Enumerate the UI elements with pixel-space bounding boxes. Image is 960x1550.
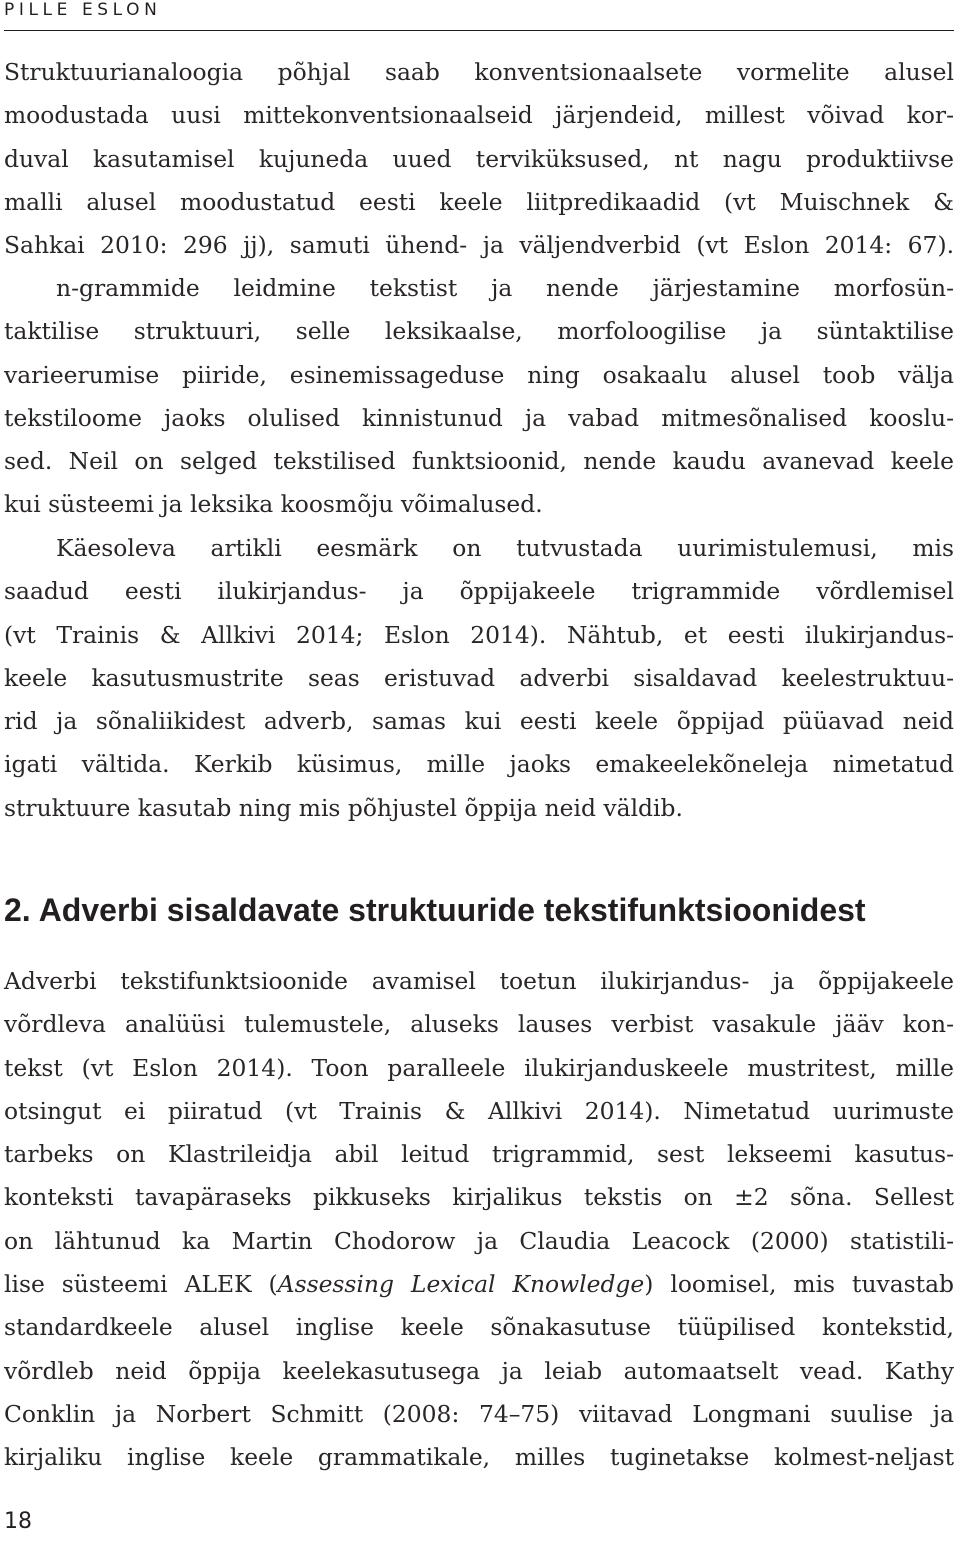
text-line: Käesoleva artikli eesmärk on tutvustada uurimistulemusi, mis — [56, 534, 954, 562]
text-fragment: lise süsteemi ALEK ( — [4, 1270, 278, 1299]
text-line: malli alusel moodustatud eesti keele liitpredikaadid (vt Muischnek & — [4, 187, 954, 216]
text-line: võrdleva analüüsi tulemustele, aluseks lauses verbist vasakule jääv kon- — [4, 1010, 954, 1039]
text-line: standardkeele alusel inglise keele sõnakasutuse tüüpilised kontekstid, — [4, 1313, 954, 1342]
text-line-with-title — [4, 1263, 954, 1306]
page-number: 18 — [4, 1509, 32, 1534]
section-paragraph — [4, 960, 954, 1480]
text-line: sed. Neil on selged tekstilised funktsioonid, nende kaudu avanevad keele — [4, 447, 954, 476]
text-line: struktuure kasutab ning mis põhjustel õppija neid väldib. — [4, 793, 683, 822]
paragraph-2 — [4, 267, 954, 527]
text-line: igati vältida. Kerkib küsimus, mille jaoks emakeelekõneleja nimetatud — [4, 750, 954, 779]
running-head-author: PILLE ESLON — [4, 0, 162, 20]
text-line: saadud eesti ilukirjandus- ja õppijakeele trigrammide võrdlemisel — [4, 577, 954, 606]
italic-book-title: Assessing Lexical Knowledge — [277, 1270, 645, 1299]
section-heading — [4, 890, 866, 930]
text-line: Struktuurianaloogia põhjal saab konventsionaalsete vormelite alusel — [4, 58, 954, 86]
text-line: taktilise struktuuri, selle leksikaalse, morfoloogilise ja süntaktilise — [4, 317, 954, 346]
section-title: Adverbi sisaldavate struktuuride tekstifunktsioonidest — [38, 892, 866, 928]
text-line: tekstiloome jaoks olulised kinnistunud ja vabad mitmesõnalised kooslu- — [4, 403, 954, 432]
text-line: Conklin ja Norbert Schmitt (2008: 74–75) viitavad Longmani suulise ja — [4, 1399, 954, 1428]
paragraph-3 — [4, 527, 954, 830]
text-line: varieerumise piiride, esinemissageduse ning osakaalu alusel toob välja — [4, 360, 954, 389]
running-head — [4, 0, 954, 31]
text-line: on lähtunud ka Martin Chodorow ja Claudia Leacock (2000) statistili- — [4, 1226, 954, 1255]
text-line: (vt Trainis & Allkivi 2014; Eslon 2014). Nähtub, et eesti ilukirjandus- — [4, 620, 954, 649]
text-line: moodustada uusi mittekonventsionaalseid järjendeid, millest võivad kor- — [4, 101, 954, 130]
text-fragment: ) loomisel, mis tuvastab — [644, 1270, 954, 1299]
text-line: konteksti tavapäraseks pikkuseks kirjalikus tekstis on ±2 sõna. Sellest — [4, 1183, 954, 1212]
section-number: 2. — [4, 892, 31, 928]
paragraph-1 — [4, 51, 954, 267]
text-line: kirjaliku inglise keele grammatikale, milles tuginetakse kolmest-neljast — [4, 1443, 954, 1472]
text-line: kui süsteemi ja leksika koosmõju võimalused. — [4, 490, 543, 519]
text-line: Adverbi tekstifunktsioonide avamisel toetun ilukirjandus- ja õppijakeele — [4, 967, 954, 995]
text-line: võrdleb neid õppija keelekasutusega ja leiab automaatselt vead. Kathy — [4, 1356, 954, 1385]
text-line: n-grammide leidmine tekstist ja nende järjestamine morfosün- — [56, 274, 954, 302]
text-line: Sahkai 2010: 296 jj), samuti ühend- ja väljendverbid (vt Eslon 2014: 67). — [4, 231, 954, 260]
text-line: keele kasutusmustrite seas eristuvad adverbi sisaldavad keelestruktuu- — [4, 663, 954, 692]
text-line: tekst (vt Eslon 2014). Toon paralleele ilukirjanduskeele mustritest, mille — [4, 1053, 954, 1082]
text-line: rid ja sõnaliikidest adverb, samas kui eesti keele õppijad püüavad neid — [4, 707, 954, 736]
text-line: otsingut ei piiratud (vt Trainis & Allkivi 2014). Nimetatud uurimuste — [4, 1096, 954, 1125]
text-line: tarbeks on Klastrileidja abil leitud trigrammid, sest lekseemi kasutus- — [4, 1140, 954, 1169]
text-line: duval kasutamisel kujuneda uued terviküksused, nt nagu produktiivse — [4, 144, 954, 173]
